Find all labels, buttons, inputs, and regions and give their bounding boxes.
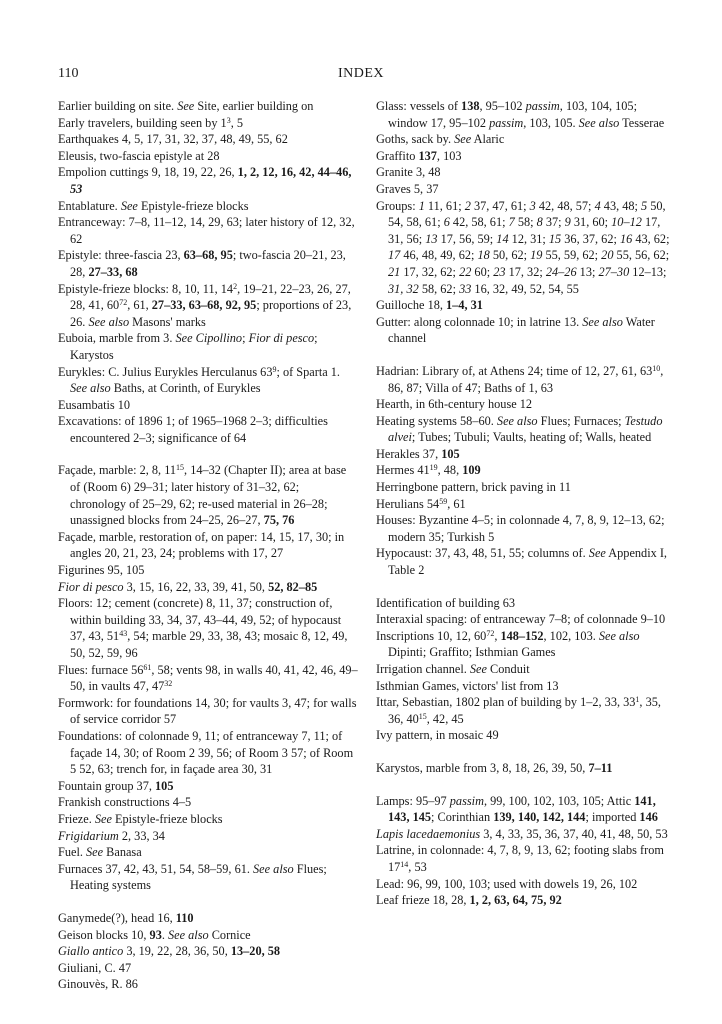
entry-text: Entablature. bbox=[58, 198, 121, 213]
entry-text: 37; bbox=[542, 215, 565, 230]
index-entry bbox=[376, 462, 676, 479]
entry-text: 33 bbox=[459, 281, 472, 296]
entry-text: Conduit bbox=[486, 662, 530, 676]
entry-text: ; bbox=[242, 331, 249, 346]
entry-text: Glass: vessels of bbox=[376, 99, 462, 113]
footnote-ref: 15 bbox=[418, 711, 427, 721]
entry-text: Earlier building on site. bbox=[58, 99, 178, 113]
entry-text: 14 bbox=[496, 231, 509, 246]
entry-text: Hadrian: Library of, at Athens 24; time of 12, 27, 61, 63 bbox=[376, 363, 653, 378]
entry-text: Figurines 95, 105 bbox=[58, 563, 145, 578]
index-entry bbox=[376, 148, 676, 165]
entry-text: passim bbox=[489, 115, 524, 130]
entry-text: Water channel bbox=[388, 314, 655, 346]
index-entry bbox=[58, 861, 358, 894]
index-entry bbox=[376, 826, 676, 843]
entry-text: 24–26 bbox=[545, 264, 577, 279]
entry-text: 11, 61; bbox=[424, 198, 465, 213]
entry-text: 110 bbox=[175, 910, 194, 925]
footnote-ref: 10 bbox=[652, 363, 661, 373]
entry-text: 42, 58, 61; bbox=[449, 215, 509, 230]
entry-text: 75, 76 bbox=[263, 513, 295, 528]
footnote-ref: 59 bbox=[439, 496, 448, 506]
entry-text: Goths, sack by. bbox=[376, 132, 455, 147]
entry-text: 50, 62; bbox=[489, 248, 531, 263]
index-entry bbox=[376, 595, 676, 612]
entry-text: Fior di pesco bbox=[58, 579, 124, 594]
entry-text: 17, 31, 56; bbox=[388, 215, 661, 246]
index-entry bbox=[58, 579, 358, 596]
entry-text: Excavations: of 1896 1; of 1965–1968 2–3; difficulties encountered 2–3; significance of 64 bbox=[58, 414, 328, 445]
entry-text: 31, 32 bbox=[388, 281, 419, 296]
entry-text: Latrine, in colonnade: 4, 7, 8, 9, 13, 62; footing slabs from 17 bbox=[376, 843, 664, 874]
entry-text: Frieze. bbox=[58, 811, 95, 826]
index-entry bbox=[58, 562, 358, 579]
entry-text: Ittar, Sebastian, 1802 plan of building by 1–2, 33, 33 bbox=[376, 695, 636, 710]
entry-text: Groups: bbox=[376, 198, 419, 213]
entry-text: Flues; Furnaces; bbox=[537, 413, 625, 428]
entry-text: Granite 3, 48 bbox=[376, 165, 441, 180]
entry-text: , 14–32 (Chapter II); area at base of (Room 6) 29–31; later history of 31–32, 62; chronology of 25–29, 62; re-used material in 26–28; unassigned blocks from 24–25, 26–27, bbox=[70, 463, 347, 528]
index-column-right bbox=[376, 98, 676, 909]
entry-text: 12–13; bbox=[629, 264, 667, 279]
entry-text: Hearth, in 6th-century house 12 bbox=[376, 397, 533, 412]
entry-text: Flues; Heating systems bbox=[70, 861, 327, 893]
entry-text: Graves 5, 37 bbox=[376, 181, 439, 196]
entry-text: 138 bbox=[461, 99, 480, 113]
index-entry bbox=[58, 778, 358, 795]
entry-text: 105 bbox=[155, 778, 174, 793]
entry-text: 148–152 bbox=[500, 628, 544, 643]
index-entry bbox=[376, 446, 676, 463]
entry-text: Eurykles: C. Julius Eurykles Herculanus 63 bbox=[58, 364, 273, 379]
entry-text: Giuliani, C. 47 bbox=[58, 960, 132, 975]
entry-text: 1–4, 31 bbox=[446, 298, 483, 313]
entry-text: 23 bbox=[493, 264, 506, 279]
index-entry bbox=[58, 927, 358, 944]
entry-text: 20 bbox=[601, 248, 614, 263]
entry-text: 1, 2, 12, 16, 42, 44–46, bbox=[237, 165, 352, 180]
footnote-ref: 61 bbox=[143, 662, 152, 672]
entry-text: Baths, at Corinth, of Eurykles bbox=[110, 381, 261, 396]
entry-text: Hypocaust: 37, 43, 48, 51, 55; columns of. bbox=[376, 546, 589, 561]
index-entry bbox=[376, 876, 676, 893]
entry-text: 4 bbox=[594, 198, 601, 213]
entry-text: Ginouvès, R. 86 bbox=[58, 977, 138, 992]
entry-text: 3 bbox=[529, 198, 536, 213]
entry-text: 36, 37, 62; bbox=[561, 231, 620, 246]
index-entry bbox=[58, 529, 358, 562]
entry-text: , 102, 103. bbox=[543, 628, 599, 643]
entry-text: 105 bbox=[441, 446, 460, 461]
entry-text: Flues: furnace 56 bbox=[58, 662, 144, 677]
entry-text: 27–33, 63–68, 92, 95 bbox=[151, 298, 257, 313]
entry-text: 13 bbox=[425, 231, 438, 246]
entry-text: 42, 48, 57; bbox=[535, 198, 595, 213]
entry-text: 43, 48; bbox=[600, 198, 642, 213]
entry-text: Leaf frieze 18, 28, bbox=[376, 893, 470, 908]
entry-text: 7 bbox=[508, 215, 515, 230]
entry-text: ; proportions of 23, 26. bbox=[70, 298, 352, 329]
entry-text: 15 bbox=[548, 231, 562, 246]
entry-text: , bbox=[494, 628, 501, 643]
entry-text: Eleusis, two-fascia epistyle at 28 bbox=[58, 148, 220, 163]
index-entry bbox=[376, 164, 676, 181]
index-entry bbox=[58, 695, 358, 728]
entry-text: Formwork: for foundations 14, 30; for vaults 3, 47; for walls of service corridor 57 bbox=[58, 695, 357, 727]
entry-text: Empolion cuttings 9, 18, 19, 22, 26, bbox=[58, 165, 238, 180]
entry-text: 21 bbox=[388, 264, 401, 279]
index-entry bbox=[58, 794, 358, 811]
entry-text: 1 bbox=[418, 198, 425, 213]
entry-text: 2, 33, 34 bbox=[118, 828, 165, 843]
entry-text: , 103 bbox=[436, 148, 462, 163]
entry-text: See Cipollino bbox=[175, 331, 243, 346]
entry-text: Geison blocks 10, bbox=[58, 927, 150, 942]
entry-text: 58; bbox=[514, 215, 537, 230]
entry-text: 137 bbox=[418, 148, 437, 163]
entry-text: , 53 bbox=[408, 859, 427, 874]
entry-text: , 19–21, 22–23, 26, 27, 28, 41, 60 bbox=[70, 281, 351, 313]
entry-text: 17 bbox=[388, 248, 401, 263]
entry-text: 7–11 bbox=[588, 760, 613, 775]
entry-text: Tesserae bbox=[619, 115, 665, 130]
entry-text: Earthquakes 4, 5, 17, 31, 32, 37, 48, 49, 55, 62 bbox=[58, 132, 288, 147]
entry-text: Site, earlier building on bbox=[194, 99, 314, 113]
entry-text: Cornice bbox=[208, 927, 251, 942]
entry-text: 10–12 bbox=[611, 215, 642, 230]
entry-text: Foundations: of colonnade 9, 11; of entranceway 7, 11; of façade 14, 30; of Room 2 39, 56; of Room 3 57; of Room 5 52, 63; trench for, in façade area 30, 31 bbox=[58, 728, 354, 777]
index-entry bbox=[376, 198, 676, 298]
entry-text: Testudo alvei bbox=[388, 413, 663, 445]
entry-text: 6 bbox=[443, 215, 450, 230]
entry-text: Gutter: along colonnade 10; in latrine 13. bbox=[376, 314, 583, 329]
entry-text: 93 bbox=[149, 927, 162, 942]
entry-text: Façade, marble: 2, 8, 11 bbox=[58, 463, 177, 478]
entry-text: . bbox=[161, 927, 168, 942]
index-entry bbox=[376, 545, 676, 578]
entry-text: Early travelers, building seen by 1 bbox=[58, 115, 227, 130]
entry-text: 12, 31; bbox=[508, 231, 549, 246]
entry-text: , 61 bbox=[447, 496, 466, 511]
entry-text: Floors: 12; cement (concrete) 8, 11, 37; construction of, within building 33, 34, 37, 43–44, 49, 52; of hypocaust 37, 43, 51 bbox=[58, 596, 342, 644]
index-entry bbox=[376, 512, 676, 545]
footnote-ref: 9 bbox=[272, 364, 277, 374]
entry-text: 31, 60; bbox=[570, 215, 612, 230]
page-number: 110 bbox=[58, 66, 79, 81]
entry-text: Banasa bbox=[103, 845, 142, 860]
footnote-ref: 14 bbox=[400, 859, 409, 869]
index-entry bbox=[376, 842, 676, 875]
entry-text: 58, 62; bbox=[418, 281, 460, 296]
entry-text: Heating systems 58–60. bbox=[376, 413, 497, 428]
entry-text: 109 bbox=[462, 463, 481, 478]
entry-text: 9 bbox=[564, 215, 571, 230]
index-entry bbox=[58, 976, 358, 993]
index-entry bbox=[376, 98, 676, 131]
index-entry bbox=[376, 314, 676, 347]
entry-text: passim bbox=[525, 99, 560, 113]
footnote-ref: 3 bbox=[226, 115, 231, 125]
entry-text: ; imported bbox=[585, 810, 640, 825]
entry-text: Lapis lacedaemonius bbox=[376, 826, 481, 841]
entry-text: 50, 54, 58, 61; bbox=[388, 198, 666, 230]
entry-text: Fountain group 37, bbox=[58, 778, 156, 793]
entry-text: ; of Sparta 1. bbox=[276, 364, 341, 379]
index-entry bbox=[58, 462, 358, 528]
entry-text: ; Tubes; Tubuli; Vaults, heating of; Walls, heated bbox=[411, 430, 652, 445]
index-entry bbox=[58, 844, 358, 861]
entry-text: Identification of building 63 bbox=[376, 595, 515, 610]
entry-text: Masons' marks bbox=[129, 314, 206, 329]
index-column-left bbox=[58, 98, 358, 993]
entry-text: 18 bbox=[477, 248, 490, 263]
footnote-ref: 72 bbox=[119, 298, 128, 308]
entry-text: 52, 82–85 bbox=[268, 579, 318, 594]
index-entry bbox=[376, 297, 676, 314]
entry-text: 27–30 bbox=[598, 264, 630, 279]
entry-text: See also bbox=[70, 381, 111, 396]
entry-text: See bbox=[94, 811, 112, 826]
index-entry bbox=[376, 678, 676, 695]
index-entry bbox=[58, 364, 358, 397]
index-entry bbox=[58, 595, 358, 661]
entry-text: Houses: Byzantine 4–5; in colonnade 4, 7, 8, 9, 12–13, 62; modern 35; Turkish 5 bbox=[376, 513, 665, 544]
entry-text: Karystos, marble from 3, 8, 18, 26, 39, 50, bbox=[376, 760, 589, 775]
entry-text: ; Karystos bbox=[70, 331, 318, 362]
entry-text: Isthmian Games, victors' list from 13 bbox=[376, 678, 559, 693]
index-entry bbox=[376, 694, 676, 727]
entry-text: 43, 62; bbox=[632, 231, 670, 246]
entry-text: Epistyle: three-fascia 23, bbox=[58, 248, 184, 263]
entry-text: Giallo antico bbox=[58, 944, 124, 959]
entry-text: 13–20, 58 bbox=[230, 944, 281, 959]
index-entry bbox=[376, 413, 676, 446]
entry-text: 3, 4, 33, 35, 36, 37, 40, 41, 48, 50, 53 bbox=[480, 826, 668, 841]
footnote-ref: 72 bbox=[486, 628, 495, 638]
index-entry bbox=[376, 760, 676, 777]
entry-text: Fuel. bbox=[58, 845, 87, 860]
entry-text: Interaxial spacing: of entranceway 7–8; of colonnade 9–10 bbox=[376, 612, 666, 627]
entry-text: Lamps: 95–97 bbox=[376, 793, 450, 808]
entry-text: Frankish constructions 4–5 bbox=[58, 795, 192, 810]
entry-text: , 35, 36, 40 bbox=[388, 695, 661, 726]
entry-text: 60; bbox=[471, 264, 494, 279]
entry-text: 46, 48, 49, 62; bbox=[400, 248, 478, 263]
entry-text: 53 bbox=[70, 181, 83, 196]
entry-text: Entranceway: 7–8, 11–12, 14, 29, 63; later history of 12, 32, 62 bbox=[58, 215, 355, 246]
entry-text: , 58; vents 98, in walls 40, 41, 42, 46, 49–50, in vaults 47, 47 bbox=[70, 662, 358, 694]
footnote-ref: 15 bbox=[176, 463, 185, 473]
entry-text: Herulians 54 bbox=[376, 496, 440, 511]
index-entry bbox=[58, 960, 358, 977]
entry-text: 3, 15, 16, 22, 33, 39, 41, 50, bbox=[123, 579, 269, 594]
footnote-ref: 2 bbox=[233, 281, 238, 291]
index-entry bbox=[58, 148, 358, 165]
index-entry bbox=[58, 214, 358, 247]
index-entry bbox=[376, 727, 676, 744]
entry-text: Fior di pesco bbox=[248, 331, 315, 346]
entry-text: See also bbox=[578, 115, 620, 130]
entry-text: Graffito bbox=[376, 148, 419, 163]
entry-text: , 95–102 bbox=[479, 99, 526, 113]
index-entry bbox=[58, 330, 358, 363]
index-entry bbox=[58, 198, 358, 215]
entry-text: Appendix I, Table 2 bbox=[388, 546, 668, 578]
entry-text: See bbox=[86, 845, 104, 860]
entry-text: Furnaces 37, 42, 43, 51, 54, 58–59, 61. bbox=[58, 861, 254, 876]
entry-text: 17, 56, 59; bbox=[437, 231, 497, 246]
index-entry bbox=[376, 363, 676, 396]
entry-text: ; Corinthian bbox=[431, 810, 494, 825]
index-entry bbox=[376, 396, 676, 413]
entry-text: Ivy pattern, in mosaic 49 bbox=[376, 728, 499, 743]
entry-text: See bbox=[469, 662, 487, 676]
entry-text: ; two-fascia 20–21, 23, 28, bbox=[70, 248, 346, 279]
index-entry bbox=[376, 661, 676, 678]
entry-text: , 48, bbox=[437, 463, 463, 478]
entry-text: Frigidarium bbox=[58, 828, 119, 843]
entry-text: , 54; marble 29, 33, 38, 43; mosaic 8, 12, 49, 50, 52, 59, 96 bbox=[70, 629, 348, 660]
index-entry bbox=[58, 811, 358, 828]
entry-text: , 103, 105. bbox=[523, 115, 579, 130]
index-entry bbox=[58, 413, 358, 446]
entry-text: 19 bbox=[530, 248, 543, 263]
entry-text: Herringbone pattern, brick paving in 11 bbox=[376, 480, 571, 495]
index-entry bbox=[58, 943, 358, 960]
footnote-ref: 1 bbox=[635, 695, 640, 705]
entry-text: See bbox=[454, 132, 472, 147]
entry-text: Inscriptions 10, 12, 60 bbox=[376, 628, 487, 643]
entry-text: 8 bbox=[536, 215, 543, 230]
entry-text: 2 bbox=[464, 198, 471, 213]
entry-text: See bbox=[120, 198, 138, 213]
index-entry bbox=[58, 910, 358, 927]
index-entry bbox=[58, 728, 358, 778]
entry-text: 5 bbox=[641, 198, 648, 213]
index-entry bbox=[58, 397, 358, 414]
entry-text: 146 bbox=[639, 810, 658, 825]
entry-text: Dipinti; Graffito; Isthmian Games bbox=[388, 645, 556, 660]
entry-text: 22 bbox=[459, 264, 472, 279]
footnote-ref: 32 bbox=[164, 679, 173, 689]
entry-text: Herakles 37, bbox=[376, 446, 442, 461]
index-entry bbox=[58, 131, 358, 148]
index-entry bbox=[58, 164, 358, 197]
index-entry bbox=[58, 98, 358, 115]
entry-text: 17, 32; bbox=[505, 264, 546, 279]
footnote-ref: 19 bbox=[429, 463, 438, 473]
entry-text: See also bbox=[168, 927, 209, 942]
index-entry bbox=[376, 479, 676, 496]
entry-text: 27–33, 68 bbox=[88, 264, 138, 279]
footnote-ref: 43 bbox=[119, 629, 128, 639]
entry-text: Guilloche 18, bbox=[376, 298, 447, 313]
entry-text: See also bbox=[582, 314, 623, 329]
entry-text: See also bbox=[253, 861, 294, 876]
entry-text: See bbox=[177, 99, 195, 113]
entry-text: , 86, 87; Villa of 47; Baths of 1, 63 bbox=[388, 363, 664, 395]
page-title: INDEX bbox=[337, 66, 385, 81]
entry-text: See also bbox=[88, 314, 130, 329]
entry-text: 55, 56, 62; bbox=[613, 248, 670, 263]
entry-text: Ganymede(?), head 16, bbox=[58, 910, 176, 925]
entry-text: 3, 19, 22, 28, 36, 50, bbox=[123, 944, 231, 959]
entry-text: 13; bbox=[576, 264, 599, 279]
entry-text: Alaric bbox=[471, 132, 505, 147]
entry-text: See also bbox=[496, 413, 538, 428]
entry-text: See bbox=[588, 546, 606, 561]
entry-text: 55, 59, 62; bbox=[542, 248, 602, 263]
index-entry bbox=[376, 181, 676, 198]
entry-text: , 61, bbox=[127, 298, 152, 313]
index-entry bbox=[376, 793, 676, 826]
entry-text: 139, 140, 142, 144 bbox=[493, 810, 586, 825]
entry-text: Euboia, marble from 3. bbox=[58, 331, 176, 346]
entry-text: 17, 32, 62; bbox=[400, 264, 460, 279]
entry-text: 63–68, 95 bbox=[183, 248, 233, 263]
entry-text: , 103, 104, 105; window 17, 95–102 bbox=[388, 99, 637, 130]
entry-text: , 42, 45 bbox=[426, 711, 464, 726]
index-entry bbox=[58, 281, 358, 331]
entry-text: Lead: 96, 99, 100, 103; used with dowels 19, 26, 102 bbox=[376, 876, 638, 891]
index-entry bbox=[376, 496, 676, 513]
entry-text: Epistyle-frieze blocks bbox=[137, 198, 249, 213]
entry-text: 37, 47, 61; bbox=[470, 198, 530, 213]
entry-text: See also bbox=[598, 628, 640, 643]
entry-text: 141, 143, 145 bbox=[388, 793, 656, 825]
index-entry bbox=[58, 115, 358, 132]
entry-text: 16, 32, 49, 52, 54, 55 bbox=[471, 281, 579, 296]
index-entry bbox=[58, 828, 358, 845]
index-entry bbox=[376, 611, 676, 628]
entry-text: Façade, marble, restoration of, on paper: 14, 15, 17, 30; in angles 20, 21, 23, 24; problems with 17, 27 bbox=[58, 529, 345, 561]
entry-text: passim bbox=[449, 793, 484, 808]
entry-text: 1, 2, 63, 64, 75, 92 bbox=[469, 893, 562, 908]
index-entry bbox=[58, 662, 358, 695]
entry-text: Epistyle-frieze blocks: 8, 10, 11, 14 bbox=[58, 281, 234, 296]
entry-text: Eusambatis 10 bbox=[58, 397, 131, 412]
entry-text: , 99, 100, 102, 103, 105; Attic bbox=[483, 793, 635, 808]
index-entry bbox=[376, 892, 676, 909]
index-entry bbox=[376, 628, 676, 661]
entry-text: , 5 bbox=[230, 115, 243, 130]
entry-text: Irrigation channel. bbox=[376, 662, 470, 676]
entry-text: 16 bbox=[619, 231, 633, 246]
entry-text: Hermes 41 bbox=[376, 463, 430, 478]
index-entry bbox=[376, 131, 676, 148]
index-entry bbox=[58, 247, 358, 280]
entry-text: Epistyle-frieze blocks bbox=[111, 811, 223, 826]
